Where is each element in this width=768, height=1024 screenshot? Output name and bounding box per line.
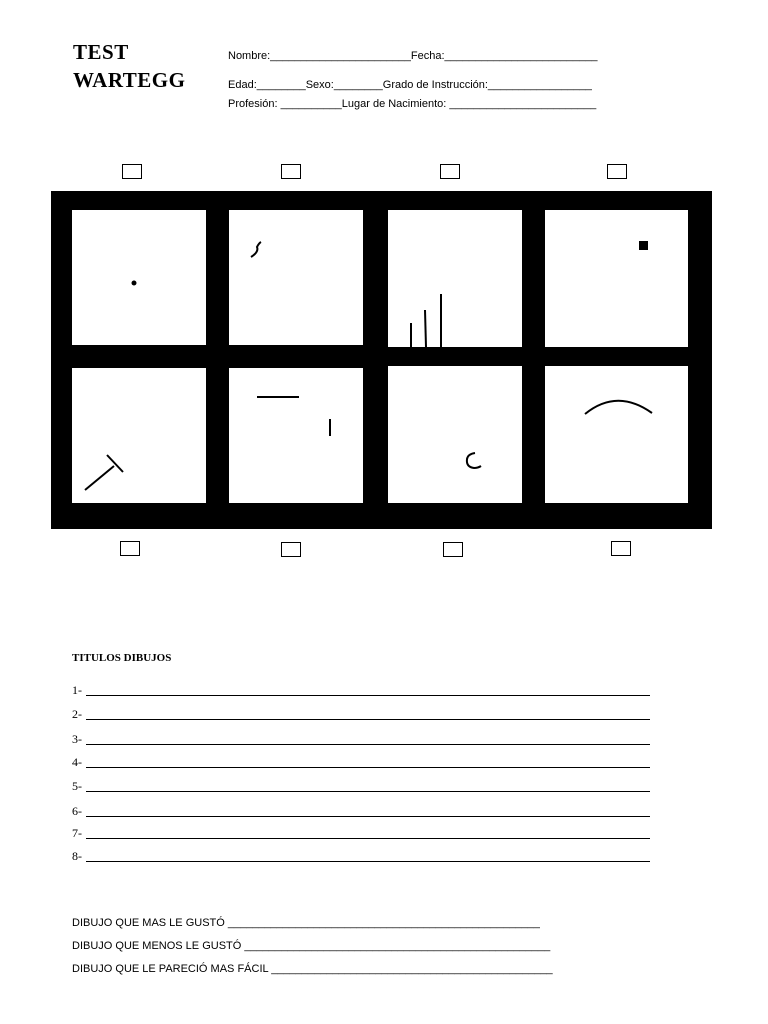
title-row-4[interactable]: 4- [72, 755, 82, 770]
drawing-box-6[interactable] [229, 368, 363, 503]
drawing-box-2[interactable] [229, 210, 363, 345]
drawing-box-1[interactable] [72, 210, 206, 345]
checkbox-bottom-1[interactable] [120, 541, 140, 556]
checkbox-top-1[interactable] [122, 164, 142, 179]
title-line-1: TEST [73, 40, 129, 64]
question-liked-most[interactable]: DIBUJO QUE MAS LE GUSTÓ ___________________________________________________ [72, 917, 540, 929]
question-easiest[interactable]: DIBUJO QUE LE PARECIÓ MAS FÁCIL ______________________________________________ [72, 963, 553, 975]
checkbox-top-2[interactable] [281, 164, 301, 179]
drawing-box-7[interactable] [388, 366, 522, 503]
drawing-box-3[interactable] [388, 210, 522, 347]
title-row-5[interactable]: 5- [72, 779, 82, 794]
title-row-1[interactable]: 1- [72, 683, 82, 698]
checkbox-bottom-3[interactable] [443, 542, 463, 557]
title-row-8[interactable]: 8- [72, 849, 82, 864]
test-title [73, 38, 185, 94]
checkbox-bottom-4[interactable] [611, 541, 631, 556]
title-row-6[interactable]: 6- [72, 804, 82, 819]
profession-birthplace-field[interactable]: Profesión: __________Lugar de Nacimiento: ________________________ [228, 98, 597, 110]
checkbox-top-3[interactable] [440, 164, 460, 179]
titles-heading: TITULOS DIBUJOS [72, 652, 172, 664]
title-row-2[interactable]: 2- [72, 707, 82, 722]
checkbox-top-4[interactable] [607, 164, 627, 179]
name-date-field[interactable]: Nombre:_______________________Fecha:_________________________ [228, 50, 598, 62]
drawing-box-8[interactable] [545, 366, 688, 503]
title-line-2: WARTEGG [73, 68, 186, 92]
title-row-7[interactable]: 7- [72, 826, 82, 841]
checkbox-bottom-2[interactable] [281, 542, 301, 557]
drawing-grid [51, 191, 712, 529]
drawing-box-5[interactable] [72, 368, 206, 503]
drawing-box-4[interactable] [545, 210, 688, 347]
title-row-3[interactable]: 3- [72, 732, 82, 747]
age-sex-education-field[interactable]: Edad:________Sexo:________Grado de Instrucción:_________________ [228, 79, 592, 91]
question-liked-least[interactable]: DIBUJO QUE MENOS LE GUSTÓ __________________________________________________ [72, 940, 551, 952]
